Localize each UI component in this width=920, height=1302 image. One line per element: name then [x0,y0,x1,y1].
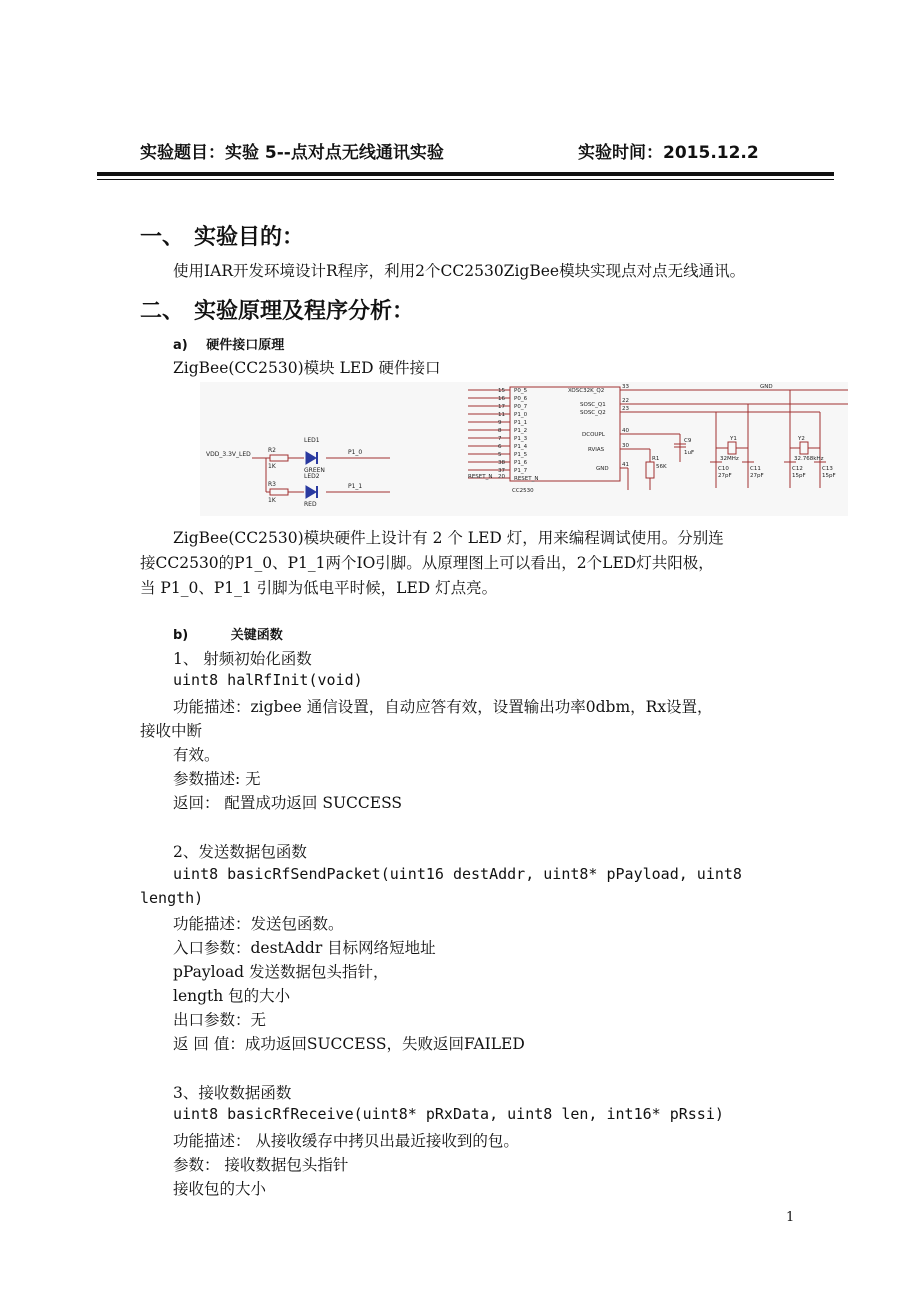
chip-left-pin: P0_5 [514,388,528,394]
schematic-r2: R2 [268,447,276,454]
crystal-y2: Y2 [798,436,805,442]
crystal-y2-freq: 32.768kHz [794,456,824,462]
section2-title: 实验原理及程序分析： [194,299,415,324]
section1-number: 一、 [140,225,185,250]
chip-left-pin: P0_6 [514,396,528,402]
chip-reset-pin: RESET_N [514,476,539,482]
chip-right-num: 23 [622,406,629,412]
chip-left-num: 15 [498,388,505,394]
schematic-led2-color: RED [304,501,317,508]
chip-right-num: 33 [622,384,629,390]
chip-left-pin: P1_6 [514,460,528,466]
func2-input-1: 入口参数：destAddr 目标网络短地址 [173,939,436,957]
reset-pin-number: 20 [498,474,505,480]
func1-signature: uint8 halRfInit(void) [173,671,363,689]
chip-left-pin: P1_4 [514,444,528,450]
sub-a-label: a) [173,338,188,353]
cap-c9-value: 1uF [684,450,695,456]
chip-left-num: 17 [498,404,505,410]
func2-title: 2、发送数据包函数 [173,843,307,861]
schematic-led1-color: GREEN [304,467,325,474]
section1-heading [140,220,304,251]
header-rule-thick [97,172,834,176]
gnd-label: GND [760,384,773,390]
func2-signature-line2: length) [140,889,204,907]
chip-left-num: 37 [498,468,505,474]
cap-c11-value: 27pF [750,473,764,479]
cap-c10-value: 27pF [718,473,732,479]
hw-para-line3: 当 P1_0、P1_1 引脚为低电平时候，LED 灯点亮。 [140,579,498,597]
chip-left-num: 38 [498,460,505,466]
header-rule-thin [97,179,834,180]
hw-para-line2: 接CC2530的P1_0、P1_1两个IO引脚。从原理图上可以看出，2个LED灯共阳极， [140,554,714,572]
crystal-y1-freq: 32MHz [720,456,739,462]
cap-c9: C9 [684,438,692,444]
cap-c13-value: 15pF [822,473,836,479]
func2-signature-line1: uint8 basicRfSendPacket(uint16 destAddr, uint8* pPayload, uint8 [173,865,742,883]
section2-heading [140,294,414,325]
hw-para-line1: ZigBee(CC2530)模块硬件上设计有 2 个 LED 灯，用来编程调试使用。分别连 [173,529,724,547]
cap-c11: C11 [750,466,761,472]
schematic-led2: LED2 [304,473,320,480]
chip-left-pin: P0_7 [514,404,528,410]
section1-body: 使用IAR开发环境设计R程序，利用2个CC2530ZigBee模块实现点对点无线通讯。 [173,262,746,280]
hw-caption: ZigBee(CC2530)模块 LED 硬件接口 [173,359,441,377]
sub-a-title: 硬件接口原理 [206,338,285,353]
func1-title: 1、 射频初始化函数 [173,650,312,668]
experiment-title: 实验题目：实验 5--点对点无线通讯实验 [140,143,444,163]
chip-left-pin: P1_5 [514,452,528,458]
chip-left-num: 6 [498,444,502,450]
chip-left-pin: P1_2 [514,428,528,434]
sub-b-heading [173,624,283,643]
func3-param-2: 接收包的大小 [173,1180,267,1198]
res-r1: R1 [652,456,660,462]
schematic-r3-value: 1K [268,497,276,504]
cap-c10: C10 [718,466,729,472]
chip-left-num: 5 [498,452,502,458]
schematic-r3: R3 [268,481,276,488]
chip-left-pin: P1_7 [514,468,528,474]
section2-number: 二、 [140,299,185,324]
sub-a-heading [173,334,284,353]
chip-right-pin: XOSC32K_Q2 [568,388,605,394]
schematic-net-p10: P1_0 [348,449,363,456]
chip-left-num: 8 [498,428,502,434]
chip-left-num: 7 [498,436,502,442]
cap-c13: C13 [822,466,833,472]
cap-c12-value: 15pF [792,473,806,479]
chip-right-num: 40 [622,428,629,434]
chip-name: CC2530 [512,488,534,494]
sub-b-title: 关键函数 [230,628,283,643]
crystal-y1: Y1 [730,436,737,442]
chip-right-pin: DCOUPL [582,432,605,438]
chip-right-num: 41 [622,462,629,468]
chip-right-pin: GND [596,466,609,472]
chip-left-pin: P1_1 [514,420,528,426]
experiment-time: 实验时间：2015.12.2 [578,143,759,163]
func1-desc-line3: 有效。 [173,746,220,764]
chip-right-pin: SOSC_Q1 [580,402,606,408]
chip-left-pin: P1_0 [514,412,528,418]
func1-params: 参数描述: 无 [173,770,261,788]
func3-desc: 功能描述： 从接收缓存中拷贝出最近接收到的包。 [173,1132,519,1150]
chip-left-num: 11 [498,412,505,418]
schematic-led1: LED1 [304,437,320,444]
func3-param-1: 参数： 接收数据包头指针 [173,1156,349,1174]
func3-signature: uint8 basicRfReceive(uint8* pRxData, uint8 len, int16* pRssi) [173,1105,724,1123]
func1-desc-line2: 接收中断 [140,722,203,740]
cap-c12: C12 [792,466,803,472]
func2-input-3: length 包的大小 [173,987,291,1005]
func2-input-2: pPayload 发送数据包头指针， [173,963,389,981]
func2-return: 返 回 值：成功返回SUCCESS，失败返回FAILED [173,1035,525,1053]
reset-net-label: RESET_N [468,474,493,480]
func1-return: 返回： 配置成功返回 SUCCESS [173,794,403,812]
chip-right-num: 22 [622,398,629,404]
chip-left-num: 9 [498,420,502,426]
func1-desc-line1: 功能描述：zigbee 通信设置，自动应答有效，设置输出功率0dbm，Rx设置， [173,698,713,716]
chip-right-pin: SOSC_Q2 [580,410,606,416]
func2-output: 出口参数：无 [173,1011,267,1029]
schematic-vdd-label: VDD_3.3V_LED [206,451,251,458]
chip-right-pin: RVIAS [588,447,605,453]
section1-title: 实验目的： [194,225,305,250]
func2-desc: 功能描述：发送包函数。 [173,915,344,933]
chip-left-num: 16 [498,396,505,402]
schematic-r2-value: 1K [268,463,276,470]
schematic-net-p11: P1_1 [348,483,363,490]
chip-left-pin: P1_3 [514,436,528,442]
res-r1-value: 56K [656,464,667,470]
page-number: 1 [786,1210,795,1225]
func3-title: 3、接收数据函数 [173,1084,292,1102]
sub-b-label: b) [173,628,189,643]
chip-right-num: 30 [622,443,629,449]
led-schematic-figure [200,382,848,516]
